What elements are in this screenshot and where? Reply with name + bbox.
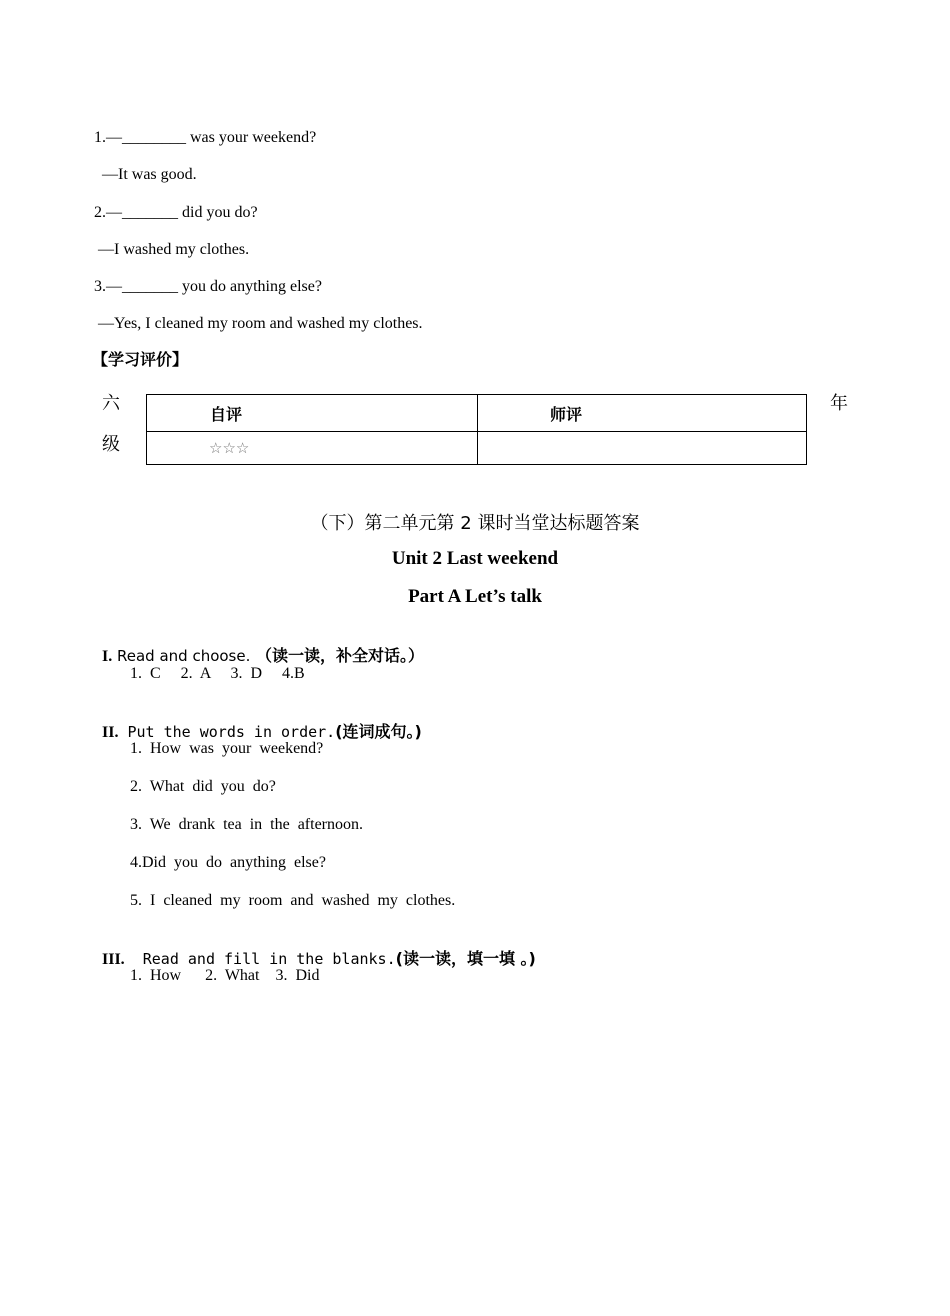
side-char-liu: 六 [102,393,120,414]
section-2-item-5: 5. I cleaned my room and washed my clothes. [130,892,456,909]
section-2-item-1: 1. How was your weekend? [130,740,324,757]
unit-title: Unit 2 Last weekend [391,548,559,569]
self-eval-cell [147,432,478,465]
section-2-cn: (连词成句。) [335,722,422,741]
section-2-item-4: 4.Did you do anything else? [130,854,326,871]
teacher-eval-header [478,395,807,432]
section-1-number: I. [102,648,113,665]
section-3-number: III. [102,951,125,968]
star-rating-icon: ☆☆☆ [209,438,250,457]
teacher-eval-cell [478,432,807,465]
self-eval-label: 自评 [210,404,243,424]
section-2-item-3: 3. We drank tea in the afternoon. [130,816,364,833]
evaluation-heading: 【学习评价】 [92,350,189,369]
section-3-text: Read and fill in the blanks. [124,950,396,968]
answers-title: （下）第二单元第 2 课时当堂达标题答案 [310,513,640,534]
question-3: 3.—_______ you do anything else? [94,278,322,295]
side-char-ji: 级 [102,434,120,455]
answer-3: —Yes, I cleaned my room and washed my clothes. [98,315,423,332]
section-3-heading [94,929,536,970]
question-2: 2.—_______ did you do? [94,204,258,221]
section-2-heading [94,702,422,743]
section-1-heading [94,626,424,667]
side-char-nian: 年 [830,393,848,414]
teacher-eval-label: 师评 [550,404,583,424]
part-title: Part A Let’s talk [408,586,542,607]
section-3-answers: 1. How 2. What 3. Did [130,967,320,984]
section-1-answers: 1. C 2. A 3. D 4.B [130,665,305,682]
section-2-number: II. [102,724,119,741]
section-1-text: Read and choose. [112,647,251,665]
answer-1: —It was good. [102,166,197,183]
section-2-item-2: 2. What did you do? [130,778,276,795]
section-3-cn: (读一读，填一填 。) [395,949,536,968]
question-1: 1.—________ was your weekend? [94,129,317,146]
section-2-text: Put the words in order. [118,723,336,741]
evaluation-table [146,394,807,465]
section-1-cn: （读一读，补全对话。） [250,646,424,665]
self-eval-header [147,395,478,432]
answer-2: —I washed my clothes. [98,241,250,258]
